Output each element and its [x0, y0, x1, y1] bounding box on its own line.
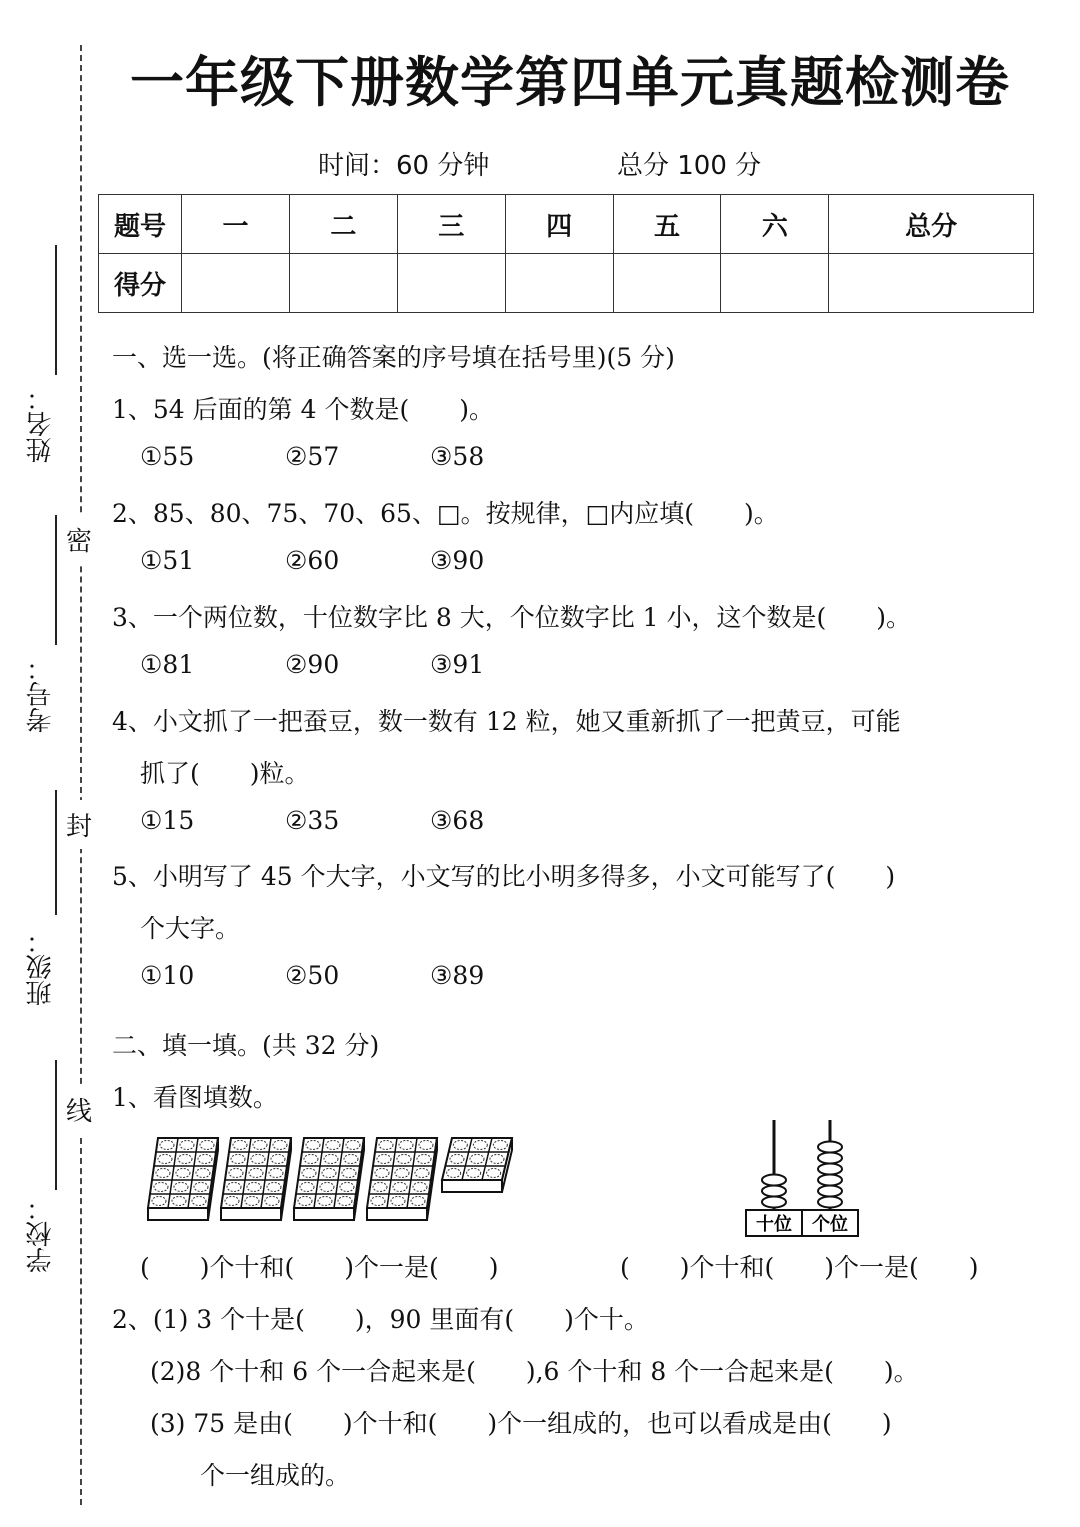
question-1-5-cont: 个大字。 — [140, 914, 241, 943]
abacus-bead-tens — [762, 1186, 786, 1197]
abacus-bead-tens — [762, 1175, 786, 1186]
option-1-3-c: ③91 — [430, 650, 485, 679]
egg-tray-full — [148, 1138, 218, 1220]
abacus-figure — [738, 1118, 868, 1238]
question-1-3: 3、一个两位数，十位数字比 8 大，个位数字比 1 小，这个数是( )。 — [112, 603, 912, 632]
question-2-1: 1、看图填数。 — [112, 1083, 278, 1112]
total-score-label: 总分 100 分 — [617, 151, 762, 181]
option-1-2-b: ②60 — [285, 546, 340, 575]
score-cell-blank[interactable] — [613, 254, 721, 313]
abacus-bead-ones — [818, 1186, 842, 1197]
seal-char-feng: 封 — [66, 800, 92, 849]
question-1-1: 1、54 后面的第 4 个数是( )。 — [112, 395, 494, 424]
score-cell-header: 二 — [289, 195, 397, 254]
margin-school-label: 学校： — [26, 1195, 56, 1273]
egg-tray-full — [221, 1138, 291, 1220]
score-cell-blank[interactable] — [182, 254, 290, 313]
question-1-4: 4、小文抓了一把蚕豆，数一数有 12 粒，她又重新抓了一把黄豆，可能 — [112, 707, 901, 736]
question-1-5: 5、小明写了 45 个大字，小文写的比小明多得多，小文可能写了( ) — [112, 862, 896, 891]
option-1-5-b: ②50 — [285, 961, 340, 990]
margin-class-label: 班级： — [26, 928, 56, 1006]
score-cell-header: 五 — [613, 195, 721, 254]
question-2-2-2: (2)8 个十和 6 个一合起来是( ),6 个十和 8 个一合起来是( )。 — [150, 1357, 919, 1386]
egg-tray-figure — [140, 1130, 540, 1230]
question-2-2-1: 2、(1) 3 个十是( )，90 里面有( )个十。 — [112, 1305, 649, 1334]
question-1-2: 2、85、80、75、70、65、□。按规律，□内应填( )。 — [112, 499, 779, 528]
margin-number-label: 考号： — [26, 655, 56, 733]
section2-heading: 二、填一填。(共 32 分) — [112, 1031, 380, 1060]
abacus-bead-tens — [762, 1197, 786, 1208]
page-title: 一年级下册数学第四单元真题检测卷 — [130, 51, 1010, 114]
score-cell-header: 一 — [182, 195, 290, 254]
score-cell-header: 题号 — [99, 195, 182, 254]
school-write-line — [55, 1060, 57, 1190]
abacus-bead-ones — [818, 1175, 842, 1186]
option-1-5-c: ③89 — [430, 961, 485, 990]
score-cell-header: 四 — [505, 195, 613, 254]
binding-dashed-line — [80, 45, 82, 1505]
time-label: 时间：60 分钟 — [318, 151, 490, 181]
option-1-1-c: ③58 — [430, 442, 485, 471]
score-table-header-row — [99, 195, 1034, 254]
question-2-1-right-blank: ( )个十和( )个一是( ) — [620, 1253, 979, 1282]
abacus-bead-ones — [818, 1164, 842, 1175]
score-row-label: 得分 — [99, 254, 182, 313]
abacus-label-tens: 十位 — [756, 1214, 792, 1235]
egg-tray-full — [367, 1138, 437, 1220]
question-2-2-3: (3) 75 是由( )个十和( )个一组成的，也可以看成是由( ) — [150, 1409, 892, 1438]
option-1-3-a: ①81 — [140, 650, 195, 679]
option-1-1-b: ②57 — [285, 442, 340, 471]
seal-char-xian: 线 — [66, 1085, 92, 1134]
section1-heading: 一、选一选。(将正确答案的序号填在括号里)(5 分) — [112, 343, 675, 372]
option-1-5-a: ①10 — [140, 961, 195, 990]
question-2-2-3-cont: 个一组成的。 — [200, 1461, 351, 1490]
score-cell-blank[interactable] — [721, 254, 829, 313]
option-1-4-c: ③68 — [430, 806, 485, 835]
egg-tray-full — [294, 1138, 364, 1220]
score-table — [98, 194, 1034, 313]
option-1-4-a: ①15 — [140, 806, 195, 835]
abacus-bead-ones — [818, 1153, 842, 1164]
egg-tray-small — [442, 1138, 512, 1192]
score-cell-blank[interactable] — [289, 254, 397, 313]
abacus-label-ones: 个位 — [812, 1214, 848, 1235]
score-cell-header: 六 — [721, 195, 829, 254]
score-cell-blank[interactable] — [829, 254, 1034, 313]
margin-name-label: 姓名： — [26, 385, 56, 463]
score-cell-header: 总分 — [829, 195, 1034, 254]
option-1-4-b: ②35 — [285, 806, 340, 835]
abacus-bead-ones — [818, 1142, 842, 1153]
option-1-1-a: ①55 — [140, 442, 195, 471]
score-cell-blank[interactable] — [397, 254, 505, 313]
score-cell-header: 三 — [397, 195, 505, 254]
option-1-2-a: ①51 — [140, 546, 195, 575]
question-1-4-cont: 抓了( )粒。 — [140, 759, 310, 788]
score-table-score-row — [99, 254, 1034, 313]
number-write-line — [55, 515, 57, 645]
option-1-2-c: ③90 — [430, 546, 485, 575]
seal-char-mi: 密 — [66, 515, 92, 564]
option-1-3-b: ②90 — [285, 650, 340, 679]
question-2-1-left-blank: ( )个十和( )个一是( ) — [140, 1253, 499, 1282]
class-write-line — [55, 790, 57, 915]
abacus-bead-ones — [818, 1197, 842, 1208]
name-write-line — [55, 245, 57, 375]
score-cell-blank[interactable] — [505, 254, 613, 313]
